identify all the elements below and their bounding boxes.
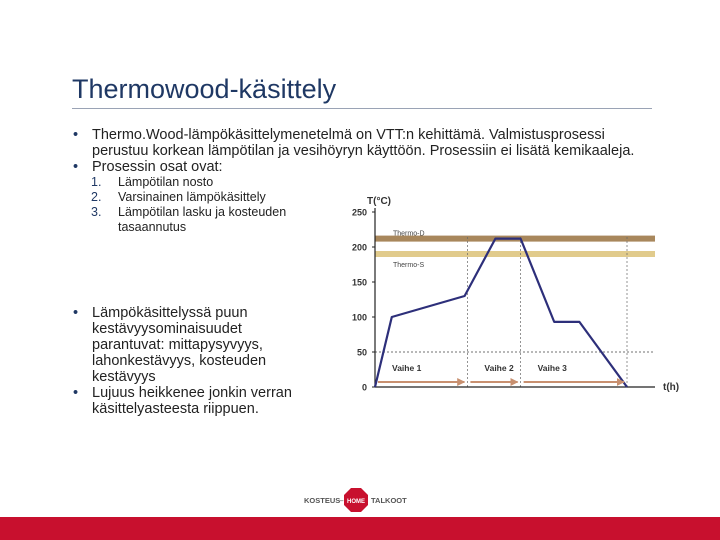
slide-title: Thermowood-käsittely [72,74,337,104]
numbered-list [73,175,338,235]
y-axis-label: T(°C) [367,196,391,207]
item-number: 2. [91,190,102,204]
logo-separator: – [339,496,344,505]
y-tick-label: 100 [351,312,367,323]
kosteus-home-talkoot-logo [300,486,410,514]
numbered-item [73,190,278,205]
band-label: Thermo-D [393,230,425,238]
y-tick-label: 150 [351,277,367,288]
numbered-item [73,205,338,235]
band-label: Thermo-S [393,262,425,269]
y-tick-label: 0 [361,382,367,393]
bullet-item [73,159,653,175]
logo-text-left: KOSTEUS [304,496,341,505]
band-thermo-s [375,251,655,257]
bullet-list-bottom [73,305,313,417]
phase-label: Vaihe 1 [392,363,422,373]
bullet-text: Lujuus heikkenee jonkin verran käsittelyasteesta riippuen. [92,385,292,417]
item-text: Lämpötilan nosto [118,175,214,189]
title-divider [72,108,652,109]
y-tick-label: 250 [351,207,367,218]
item-number: 1. [91,175,102,189]
x-axis-label: t(h) [663,382,680,393]
phase-label: Vaihe 2 [484,363,514,373]
bullet-dot: • [73,127,79,143]
y-tick-label: 200 [351,242,367,253]
bullet-dot: • [73,385,79,401]
logo-text-home: HOME [347,499,365,505]
bullet-text: Thermo.Wood-lämpökäsittelymenetelmä on VTT:n kehittämä. Valmistusprosessi perustuu korkean lämpötilan ja vesihöyryn käyttöön. Prosessiin ei lisätä kemikaaleja. [92,127,635,159]
temperature-chart [330,190,690,405]
item-text: Lämpötilan lasku ja kosteuden tasaannutus [118,205,287,234]
phase-label: Vaihe 3 [537,363,567,373]
bullet-item [73,385,292,417]
logo-text-right: TALKOOT [371,496,407,505]
bullet-dot: • [73,305,79,321]
bullet-text: Lämpökäsittelyssä puun kestävyysominaisuudet parantuvat: mittapysyvyys, lahonkestävyys, kosteuden kestävyys [92,305,267,385]
bullet-text: Prosessin osat ovat: [92,159,223,175]
y-tick-label: 50 [356,347,367,358]
item-text: Varsinainen lämpökäsittely [118,190,266,204]
bullet-dot: • [73,159,79,175]
bullet-item [73,305,313,385]
bullet-item [73,127,653,159]
item-number: 3. [91,205,102,219]
bottom-accent-bar [0,517,720,540]
numbered-item [73,175,338,190]
